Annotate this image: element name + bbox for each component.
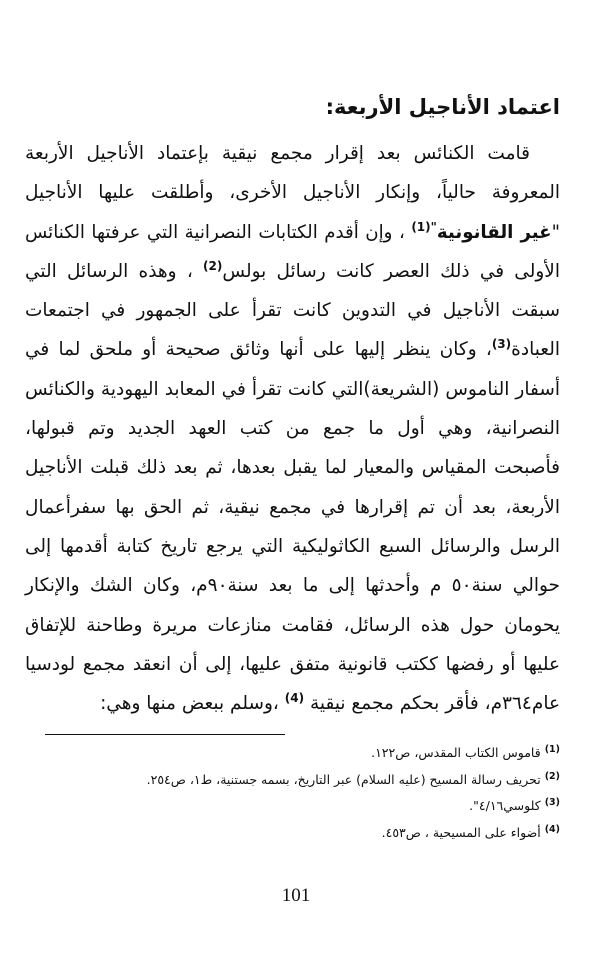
text-run: الأولى في ذلك العصر كانت رسائل بولس (222, 260, 560, 282)
footnote-ref: (3) (491, 337, 512, 352)
text-line (25, 684, 560, 723)
footnote-number: (1) (544, 744, 560, 755)
section-heading: اعتماد الأناجيل الأربعة: (325, 95, 560, 119)
bold-term: غير القانونية (436, 221, 552, 243)
footnote-text: أضواء على المسيحية ، ص٤٥٣. (381, 824, 541, 840)
footnote (25, 767, 560, 794)
text-run: ،وسلم ببعض منها وهي: (100, 693, 285, 715)
footnote (25, 740, 560, 767)
footnote-text: تحريف رسالة المسيح (عليه السلام) عبر التاريخ، بسمه جستنية، ط١، ص٢٥٤. (146, 771, 541, 787)
footnote-text: كلوسي٤/١٦". (469, 798, 541, 813)
text-line (25, 330, 560, 369)
text-line (25, 370, 560, 409)
text-run: حوالي سنة٥٠ م وأحدثها إلى ما بعد سنة٩٠م، وكان الشك والإنكار (25, 575, 560, 597)
text-run: ، وإن أقدم الكتابات النصرانية التي عرفتها الكنائس (25, 221, 412, 243)
text-line (25, 448, 560, 487)
text-run: الأربعة، بعد أن تم إقرارها في مجمع نيقية، ثم الحق بها سفرأعمال (25, 496, 560, 518)
text-run: يحومان حول هذه الرسائل، فقامت منازعات مريرة وطاحنة للإتفاق (25, 614, 560, 636)
text-line (25, 488, 560, 527)
text-run: سبقت الأناجيل في التدوين كانت تقرأ على الجمهور في اجتمعات (25, 300, 560, 322)
footnote (25, 820, 560, 847)
text-run: المعروفة حالياً، وإنكار الأناجيل الأخرى، وأطلقت عليها الأناجيل (25, 182, 560, 204)
footnote-divider (45, 734, 285, 735)
text-line (25, 213, 560, 252)
text-run: فأصبحت المقياس والمعيار لما يقبل بعدها، ثم بعد ذلك قبلت الأناجيل (25, 457, 560, 479)
footnote-ref: "(1) (411, 219, 437, 234)
footnote-ref: (2) (203, 258, 223, 273)
text-run: عام٣٦٤م، فأقر بحكم مجمع نيقية (304, 693, 560, 715)
text-line (25, 173, 560, 212)
page-number: 101 (281, 885, 311, 906)
text-run: أسفار الناموس (الشريعة)التي كانت تقرأ في المعابد اليهودية والكنائس (25, 378, 560, 400)
text-line (25, 134, 560, 173)
text-run: ، وهذه الرسائل التي (25, 260, 204, 282)
text-run: " (551, 221, 560, 243)
footnote-number: (3) (544, 797, 560, 808)
text-run: ، وكان ينظر إليها على أنها وثائق صحيحة أو ملحق لما في (25, 339, 492, 361)
footnotes (25, 740, 560, 846)
footnote (25, 793, 560, 820)
text-line (25, 291, 560, 330)
text-run: قامت الكنائس بعد إقرار مجمع نيقية بإعتماد الأناجيل الأربعة (25, 143, 530, 164)
text-line (25, 409, 560, 448)
text-line (25, 252, 560, 291)
footnote-number: (4) (544, 823, 560, 835)
text-run: عليها أو رفضها ككتب قانونية متفق عليها، إلى أن انعقد مجمع لودسيا (25, 653, 560, 675)
text-line (25, 606, 560, 645)
footnote-number: (2) (544, 770, 560, 782)
footnote-ref: (4) (284, 691, 305, 706)
footnote-text: قاموس الكتاب المقدس، ص١٢٢. (371, 745, 541, 760)
text-line (25, 527, 560, 566)
text-run: العبادة (511, 339, 560, 361)
text-run: الرسل والرسائل السبع الكاثوليكية التي يرجع تاريخ كتابة أقدمها إلى (25, 535, 560, 557)
text-line (25, 645, 560, 684)
body-paragraph (25, 134, 560, 723)
text-run: النصرانية، وهي أول ما جمع من كتب العهد الجديد وتم قبولها، (25, 418, 560, 440)
text-line (25, 566, 560, 605)
